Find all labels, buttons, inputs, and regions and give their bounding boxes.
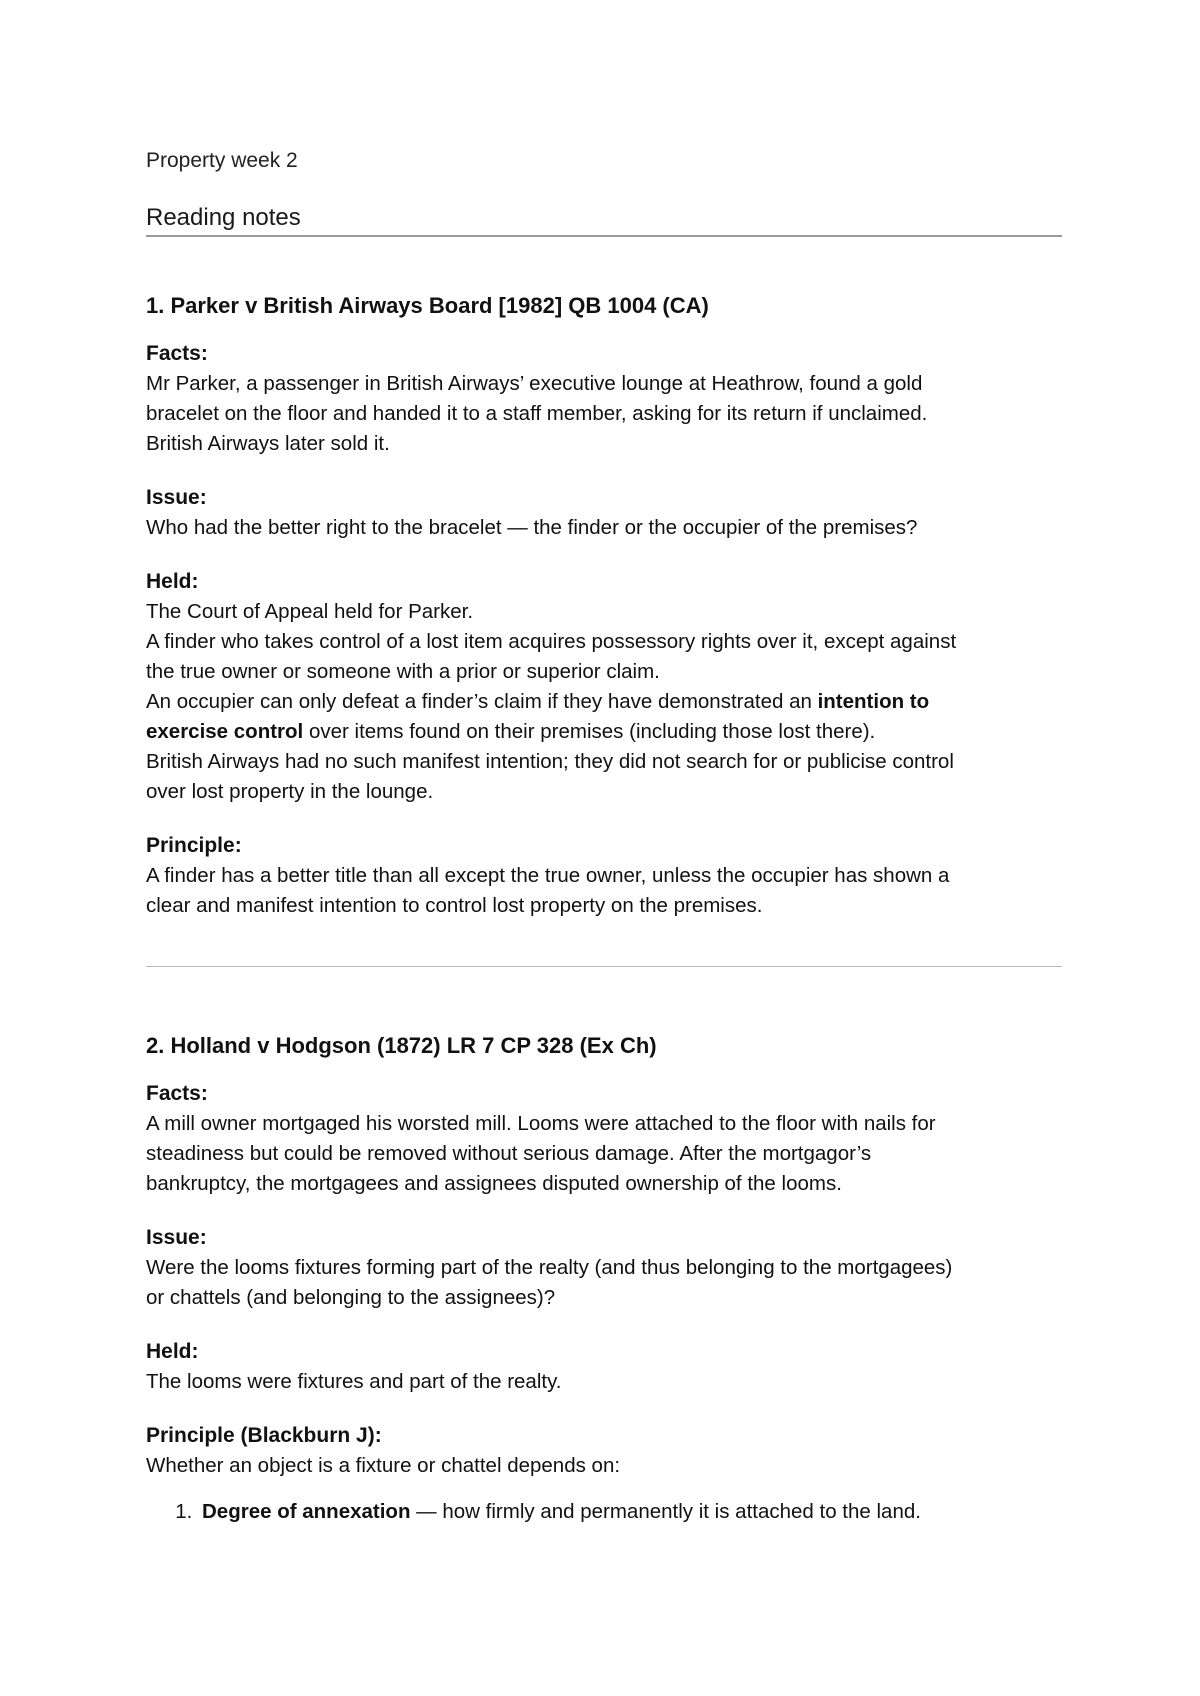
facts-line: British Airways later sold it. [146,432,390,455]
list-item [198,1497,1062,1527]
held-section [146,1337,1062,1397]
principle-label: Principle: [146,834,242,857]
held-occupier-pre: An occupier can only defeat a finder’s claim if they have demonstrated an [146,690,818,713]
factor-term: Degree of annexation [202,1500,411,1523]
case-title: 1. Parker v British Airways Board [1982] QB 1004 (CA) [146,293,709,318]
held-occupier-post: over items found on their premises (including those lost there). [303,720,876,743]
held-line: the true owner or someone with a prior or superior claim. [146,660,660,683]
facts-line: bracelet on the floor and handed it to a staff member, asking for its return if unclaimed. [146,402,928,425]
principle-line: A finder has a better title than all except the true owner, unless the occupier has shown a [146,864,950,887]
held-label: Held: [146,570,199,593]
held-occupier-line [146,687,1062,717]
held-line: The Court of Appeal held for Parker. [146,600,474,623]
held-label: Held: [146,1340,199,1363]
issue-line: or chattels (and belonging to the assignees)? [146,1286,556,1309]
issue-section [146,1223,1062,1313]
issue-line: Were the looms fixtures forming part of the realty (and thus belonging to the mortgagees) [146,1256,953,1279]
factor-description: — how firmly and permanently it is attached to the land. [410,1500,921,1523]
case-parker [146,291,1062,945]
held-line: over lost property in the lounge. [146,780,434,803]
factor-list [146,1497,1062,1527]
held-line: The looms were fixtures and part of the realty. [146,1370,562,1393]
held-section [146,567,1062,807]
facts-line: A mill owner mortgaged his worsted mill. Looms were attached to the floor with nails for [146,1112,936,1135]
case-holland [146,1031,1062,1551]
held-occupier-line [146,717,1062,747]
facts-label: Facts: [146,342,208,365]
facts-line: Mr Parker, a passenger in British Airways’ executive lounge at Heathrow, found a gold [146,372,923,395]
issue-label: Issue: [146,1226,207,1249]
held-line: British Airways had no such manifest intention; they did not search for or publicise control [146,750,954,773]
principle-section [146,831,1062,921]
facts-line: bankruptcy, the mortgagees and assignees disputed ownership of the looms. [146,1172,842,1195]
document-title: Reading notes [146,203,1062,237]
principle-section [146,1421,1062,1527]
held-line: A finder who takes control of a lost item acquires possessory rights over it, except against [146,630,957,653]
issue-line: Who had the better right to the bracelet — the finder or the occupier of the premises? [146,516,918,539]
facts-label: Facts: [146,1082,208,1105]
keyword-intention: intention to [817,690,930,713]
document-header: Property week 2 [146,149,298,172]
facts-line: steadiness but could be removed without serious damage. After the mortgagor’s [146,1142,872,1165]
issue-label: Issue: [146,486,207,509]
facts-section [146,339,1062,459]
keyword-exercise-control: exercise control [146,720,304,743]
principle-line: clear and manifest intention to control lost property on the premises. [146,894,763,917]
case-title: 2. Holland v Hodgson (1872) LR 7 CP 328 (Ex Ch) [146,1033,657,1058]
issue-section [146,483,1062,543]
facts-section [146,1079,1062,1199]
principle-line: Whether an object is a fixture or chattel depends on: [146,1454,621,1477]
section-divider [146,966,1062,967]
principle-label: Principle (Blackburn J): [146,1424,382,1447]
